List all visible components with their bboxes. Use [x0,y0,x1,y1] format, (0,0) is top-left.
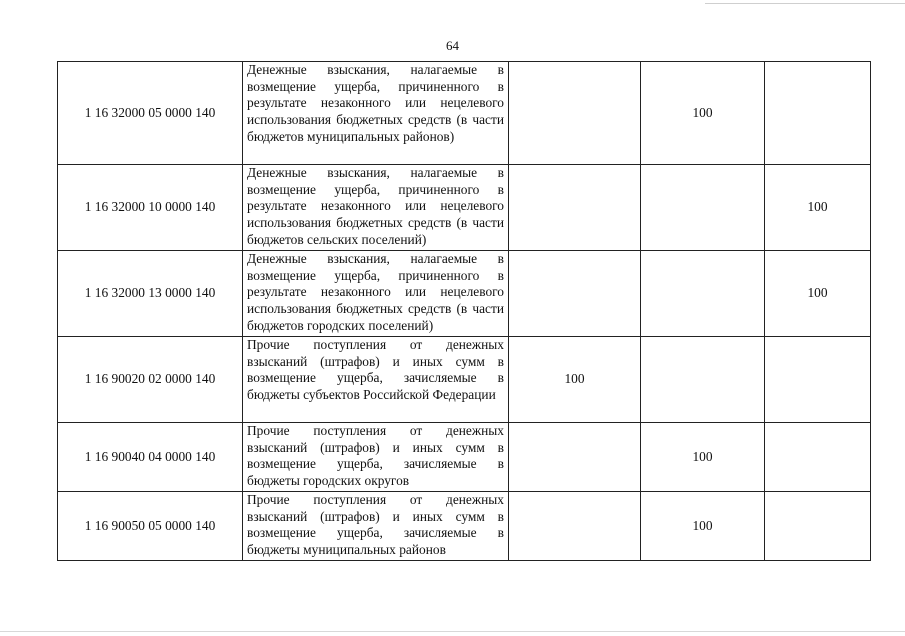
value-cell-col2 [641,165,765,251]
description-cell: Денежные взыскания, налагаемые в возмещение ущерба, причиненного в результате незаконного или нецелевого использования бюджетных средств (в части бюджетов сельских поселений) [243,165,509,251]
value-cell-col3 [765,337,871,423]
page-number: 64 [446,38,459,53]
value-cell-col2 [641,337,765,423]
description-cell: Денежные взыскания, налагаемые в возмещение ущерба, причиненного в результате незаконного или нецелевого использования бюджетных средств (в части бюджетов городских поселений) [243,251,509,337]
budget-code-cell: 1 16 32000 13 0000 140 [58,251,243,337]
description-cell: Прочие поступления от денежных взысканий (штрафов) и иных сумм в возмещение ущерба, зачисляемые в бюджеты муниципальных районов [243,492,509,561]
value-cell-col3 [765,62,871,165]
description-cell: Прочие поступления от денежных взысканий (штрафов) и иных сумм в возмещение ущерба, зачисляемые в бюджеты городских округов [243,423,509,492]
description-cell: Денежные взыскания, налагаемые в возмещение ущерба, причиненного в результате незаконного или нецелевого использования бюджетных средств (в части бюджетов муниципальных районов) [243,62,509,165]
value-cell-col1 [509,423,641,492]
value-cell-col1 [509,492,641,561]
table-row [58,251,871,337]
value-cell-col1 [509,251,641,337]
value-cell-col1: 100 [509,337,641,423]
budget-code-cell: 1 16 32000 10 0000 140 [58,165,243,251]
value-cell-col3: 100 [765,165,871,251]
value-cell-col3 [765,423,871,492]
value-cell-col2: 100 [641,62,765,165]
budget-code-cell: 1 16 90040 04 0000 140 [58,423,243,492]
table-row [58,337,871,423]
table-row [58,62,871,165]
value-cell-col2: 100 [641,492,765,561]
table-row [58,165,871,251]
budget-code-table [57,61,871,561]
value-cell-col3 [765,492,871,561]
description-cell: Прочие поступления от денежных взысканий (штрафов) и иных сумм в возмещение ущерба, зачисляемые в бюджеты субъектов Российской Федерации [243,337,509,423]
value-cell-col3: 100 [765,251,871,337]
value-cell-col1 [509,62,641,165]
table-row [58,492,871,561]
value-cell-col2 [641,251,765,337]
budget-code-cell: 1 16 32000 05 0000 140 [58,62,243,165]
scan-edge-line-top [705,3,905,4]
scan-edge-line-bottom [0,631,905,632]
budget-code-cell: 1 16 90050 05 0000 140 [58,492,243,561]
budget-code-cell: 1 16 90020 02 0000 140 [58,337,243,423]
value-cell-col2: 100 [641,423,765,492]
table-row [58,423,871,492]
value-cell-col1 [509,165,641,251]
